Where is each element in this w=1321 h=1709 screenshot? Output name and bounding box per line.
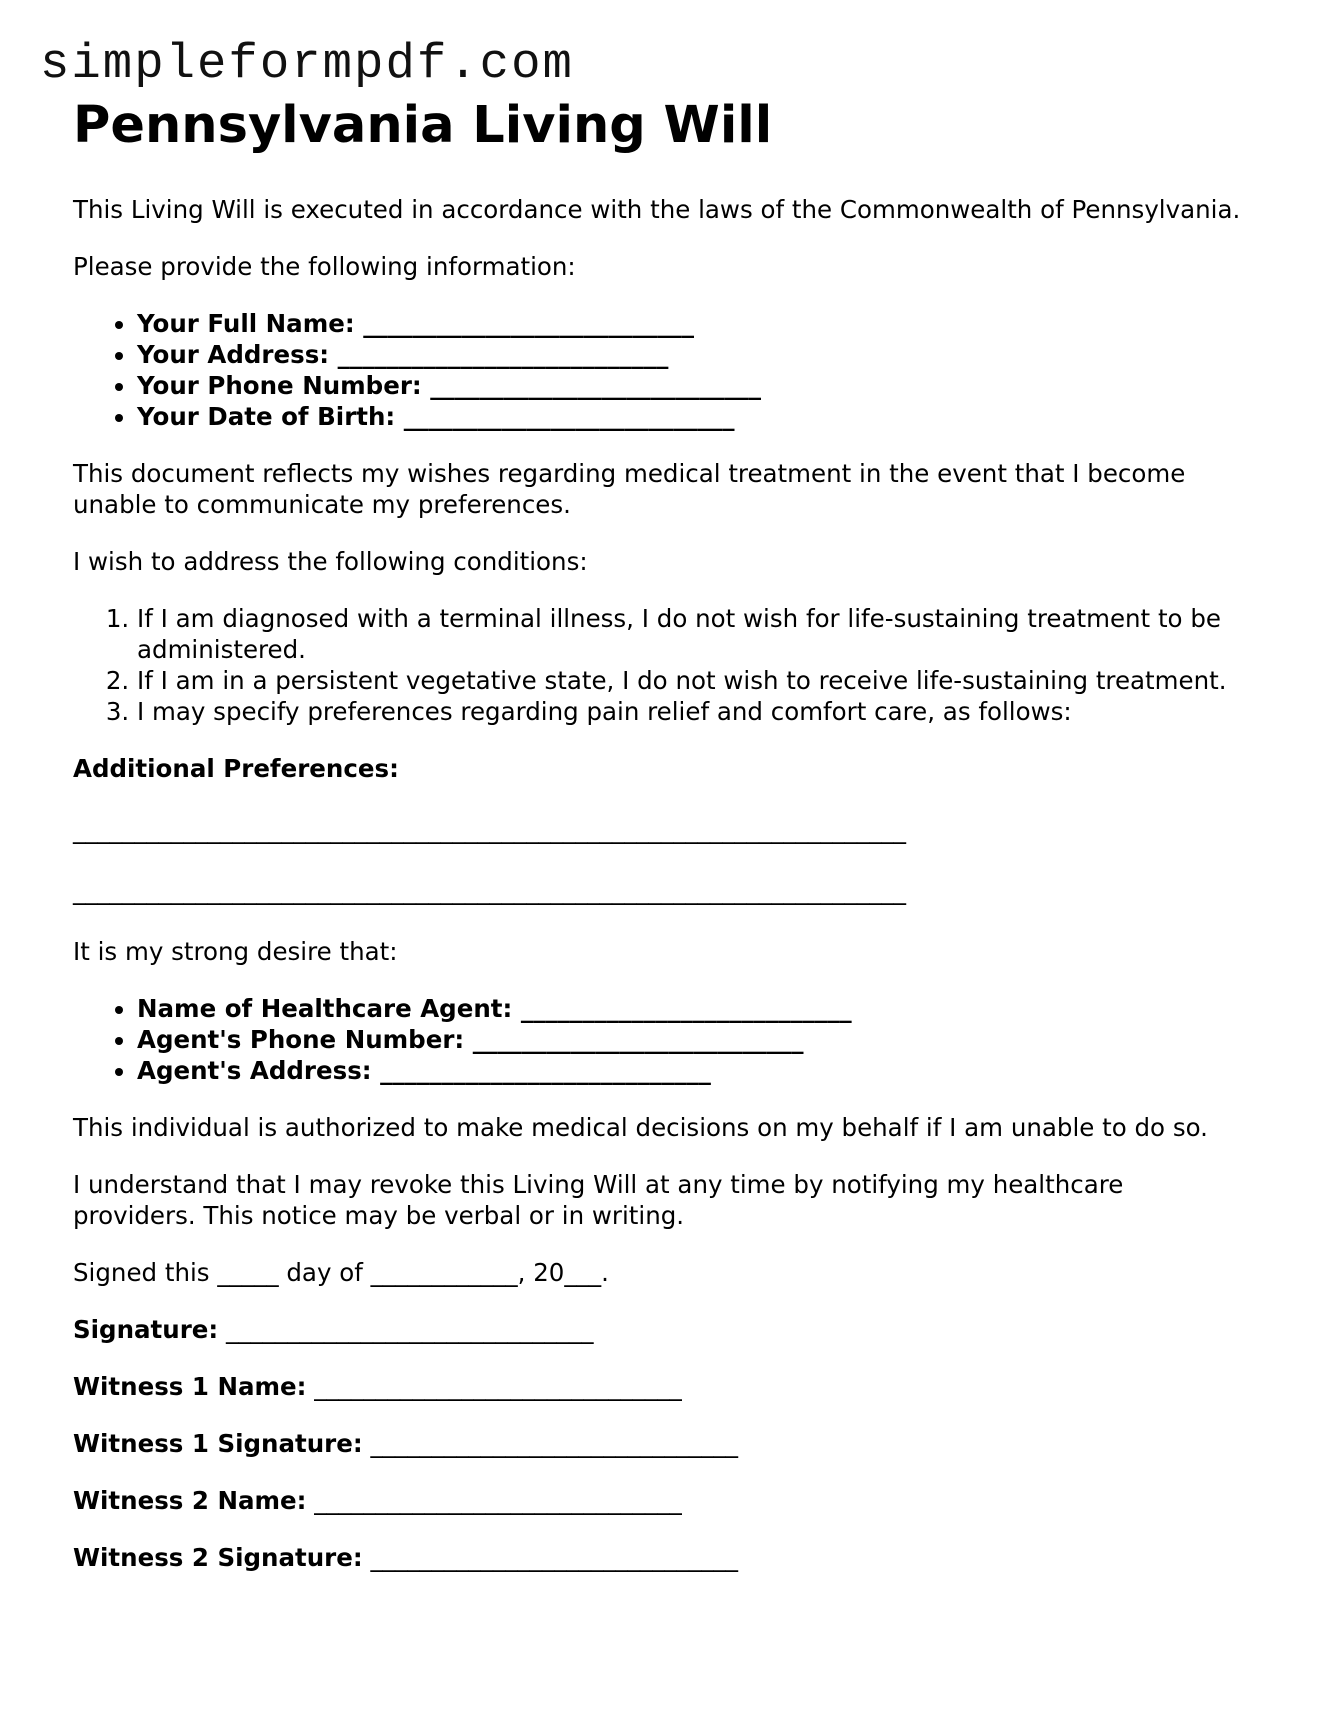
field-label: Witness 2 Signature: — [73, 1543, 363, 1572]
agent-address-field[interactable] — [137, 1055, 1253, 1086]
field-blank[interactable]: ___________________________ — [337, 340, 669, 369]
field-blank[interactable]: ___________________________ — [403, 402, 735, 431]
field-label: Your Date of Birth: — [137, 402, 396, 431]
field-label: Witness 2 Name: — [73, 1486, 307, 1515]
phone-field[interactable] — [137, 370, 1253, 401]
field-blank[interactable]: ______________________________ — [370, 1543, 738, 1572]
witness-2-name-field[interactable] — [73, 1485, 1253, 1516]
additional-preferences-line[interactable]: ____________________________________________________________________ — [73, 876, 906, 905]
document-page — [73, 96, 1253, 1599]
condition-item: 2. If I am in a persistent vegetative state, I do not wish to receive life-sustaining treatment. — [137, 665, 1253, 696]
field-blank[interactable]: ___________________________ — [363, 309, 694, 338]
field-label: Name of Healthcare Agent: — [137, 994, 513, 1023]
field-label: Agent's Address: — [137, 1056, 372, 1085]
field-blank[interactable]: ______________________________ — [370, 1429, 738, 1458]
field-blank[interactable]: ______________________________ — [314, 1486, 682, 1515]
witness-1-name-field[interactable] — [73, 1371, 1253, 1402]
intro-paragraph: This Living Will is executed in accordance with the laws of the Commonwealth of Pennsylvania. — [73, 195, 1241, 224]
witness-1-signature-field[interactable] — [73, 1428, 1253, 1459]
field-label: Signature: — [73, 1315, 219, 1344]
agent-phone-field[interactable] — [137, 1024, 1253, 1055]
full-name-field[interactable] — [137, 308, 1253, 339]
personal-info-list — [73, 308, 1253, 432]
watermark: simpleformpdf.com — [40, 36, 574, 92]
field-label: Your Address: — [137, 340, 330, 369]
desire-paragraph: It is my strong desire that: — [73, 937, 398, 966]
conditions-intro: I wish to address the following conditions: — [73, 547, 588, 576]
field-blank[interactable]: ___________________________ — [472, 1025, 804, 1054]
signature-field[interactable] — [73, 1314, 1253, 1345]
additional-preferences-line[interactable]: ____________________________________________________________________ — [73, 815, 906, 844]
field-label: Your Full Name: — [137, 309, 355, 338]
field-blank[interactable]: ___________________________ — [430, 371, 761, 400]
condition-item: 3. I may specify preferences regarding pain relief and comfort care, as follows: — [137, 696, 1253, 727]
conditions-list — [73, 603, 1253, 727]
dob-field[interactable] — [137, 401, 1253, 432]
agent-name-field[interactable] — [137, 993, 1253, 1024]
agent-info-list — [73, 993, 1253, 1086]
revoke-paragraph: I understand that I may revoke this Living Will at any time by notifying my healthcare providers. This notice may be verbal or in writing. — [73, 1170, 1124, 1230]
additional-preferences-label: Additional Preferences: — [73, 754, 399, 783]
witness-2-signature-field[interactable] — [73, 1542, 1253, 1573]
field-blank[interactable]: ___________________________ — [520, 994, 852, 1023]
field-blank[interactable]: ___________________________ — [380, 1056, 711, 1085]
address-field[interactable] — [137, 339, 1253, 370]
page-title: Pennsylvania Living Will — [73, 96, 773, 155]
field-blank[interactable]: ______________________________ — [226, 1315, 594, 1344]
signed-date-line[interactable]: Signed this _____ day of ____________, 20___. — [73, 1258, 609, 1287]
field-label: Witness 1 Name: — [73, 1372, 307, 1401]
field-label: Your Phone Number: — [137, 371, 422, 400]
condition-item: 1. If I am diagnosed with a terminal illness, I do not wish for life-sustaining treatment to be administered. — [137, 603, 1253, 665]
field-label: Agent's Phone Number: — [137, 1025, 465, 1054]
field-blank[interactable]: ______________________________ — [314, 1372, 682, 1401]
field-label: Witness 1 Signature: — [73, 1429, 363, 1458]
wishes-paragraph: This document reflects my wishes regarding medical treatment in the event that I become unable to communicate my preferences. — [73, 459, 1186, 519]
provide-info-paragraph: Please provide the following information: — [73, 252, 576, 281]
authorized-paragraph: This individual is authorized to make medical decisions on my behalf if I am unable to do so. — [73, 1113, 1208, 1142]
